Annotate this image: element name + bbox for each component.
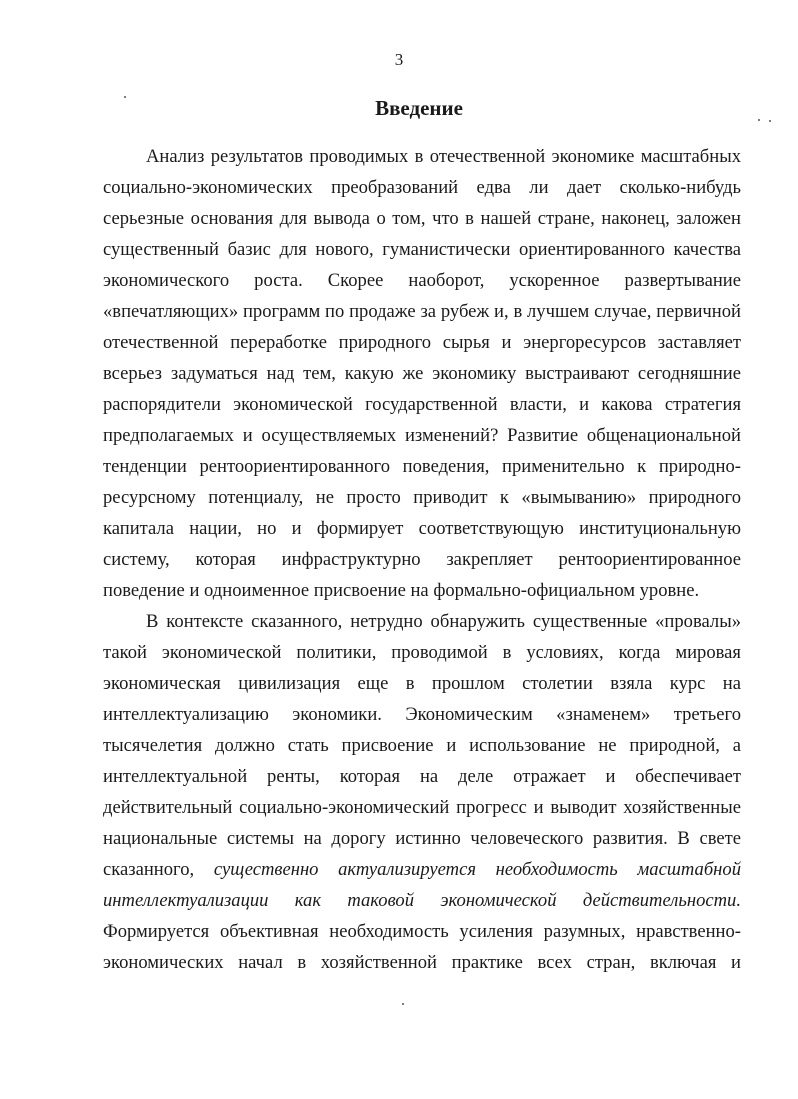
text-segment: существенный базис для нового, гуманистически ориентированного качества xyxy=(103,239,741,260)
text-line xyxy=(103,420,741,451)
text-line xyxy=(103,823,741,854)
text-segment: действительный социально-экономический прогресс и выводит хозяйственные xyxy=(103,797,741,818)
text-segment: экономических начал в хозяйственной практике всех стран, включая и xyxy=(103,952,741,973)
text-segment: отечественной переработке природного сырья и энергоресурсов заставляет xyxy=(103,332,741,353)
text-line xyxy=(103,296,741,327)
scan-speck xyxy=(758,119,760,121)
italic-text: интеллектуализации как таковой экономической действительности. xyxy=(103,890,741,911)
text-line xyxy=(103,699,741,730)
text-line xyxy=(103,730,741,761)
text-segment: «впечатляющих» программ по продаже за рубеж и, в лучшем случае, первичной xyxy=(103,301,741,322)
text-line xyxy=(103,265,741,296)
text-line xyxy=(103,234,741,265)
text-line xyxy=(103,885,741,916)
text-line xyxy=(103,451,741,482)
text-segment: тенденции рентоориентированного поведения, применительно к природно- xyxy=(103,456,741,477)
text-line xyxy=(103,172,741,203)
text-segment: интеллектуализацию экономики. Экономическим «знаменем» третьего xyxy=(103,704,741,725)
text-segment: национальные системы на дорогу истинно человеческого развития. В свете xyxy=(103,828,741,849)
text-segment: В контексте сказанного, нетрудно обнаружить существенные «провалы» xyxy=(146,611,741,632)
text-segment: предполагаемых и осуществляемых изменений? Развитие общенациональной xyxy=(103,425,741,446)
text-line xyxy=(103,203,741,234)
italic-text: существенно актуализируется необходимость масштабной xyxy=(213,859,741,880)
text-segment: экономического роста. Скорее наоборот, ускоренное развертывание xyxy=(103,270,741,291)
text-line xyxy=(103,389,741,420)
text-segment: систему, которая инфраструктурно закрепляет рентоориентированное xyxy=(103,549,741,570)
scan-speck xyxy=(769,120,771,122)
text-line xyxy=(103,916,741,947)
text-segment: всерьез задуматься над тем, какую же экономику выстраивают сегодняшние xyxy=(103,363,741,384)
text-segment: распорядители экономической государственной власти, и какова стратегия xyxy=(103,394,741,415)
section-title: Введение xyxy=(375,96,463,120)
page-number: 3 xyxy=(394,50,404,69)
text-segment: социально-экономических преобразований едва ли дает сколько-нибудь xyxy=(103,177,741,198)
text-segment: тысячелетия должно стать присвоение и использование не природной, а xyxy=(103,735,741,756)
text-line xyxy=(103,141,741,172)
text-line xyxy=(103,513,741,544)
text-segment: ресурсному потенциалу, не просто приводит к «вымыванию» природного xyxy=(103,487,741,508)
text-line xyxy=(103,792,741,823)
text-segment: поведение и одноименное присвоение на формально-официальном уровне. xyxy=(103,580,700,601)
text-line xyxy=(103,606,741,637)
text-segment: серьезные основания для вывода о том, что в нашей стране, наконец, заложен xyxy=(103,208,741,229)
text-segment: Анализ результатов проводимых в отечественной экономике масштабных xyxy=(146,146,741,167)
text-segment: сказанного, xyxy=(103,859,214,880)
text-line xyxy=(103,761,741,792)
text-line xyxy=(103,575,741,606)
text-line xyxy=(103,544,741,575)
scan-speck xyxy=(124,96,126,98)
text-line xyxy=(103,358,741,389)
text-segment: Формируется объективная необходимость усиления разумных, нравственно- xyxy=(103,921,741,942)
text-line xyxy=(103,637,741,668)
text-line xyxy=(103,668,741,699)
text-segment: интеллектуальной ренты, которая на деле отражает и обеспечивает xyxy=(103,766,741,787)
text-line xyxy=(103,947,741,978)
body-text xyxy=(103,141,741,978)
text-line xyxy=(103,327,741,358)
text-segment: такой экономической политики, проводимой в условиях, когда мировая xyxy=(103,642,741,663)
text-line xyxy=(103,482,741,513)
text-segment: капитала нации, но и формирует соответствующую институциональную xyxy=(103,518,741,539)
text-line xyxy=(103,854,741,885)
text-segment: экономическая цивилизация еще в прошлом столетии взяла курс на xyxy=(103,673,741,694)
scan-speck xyxy=(402,1003,404,1005)
